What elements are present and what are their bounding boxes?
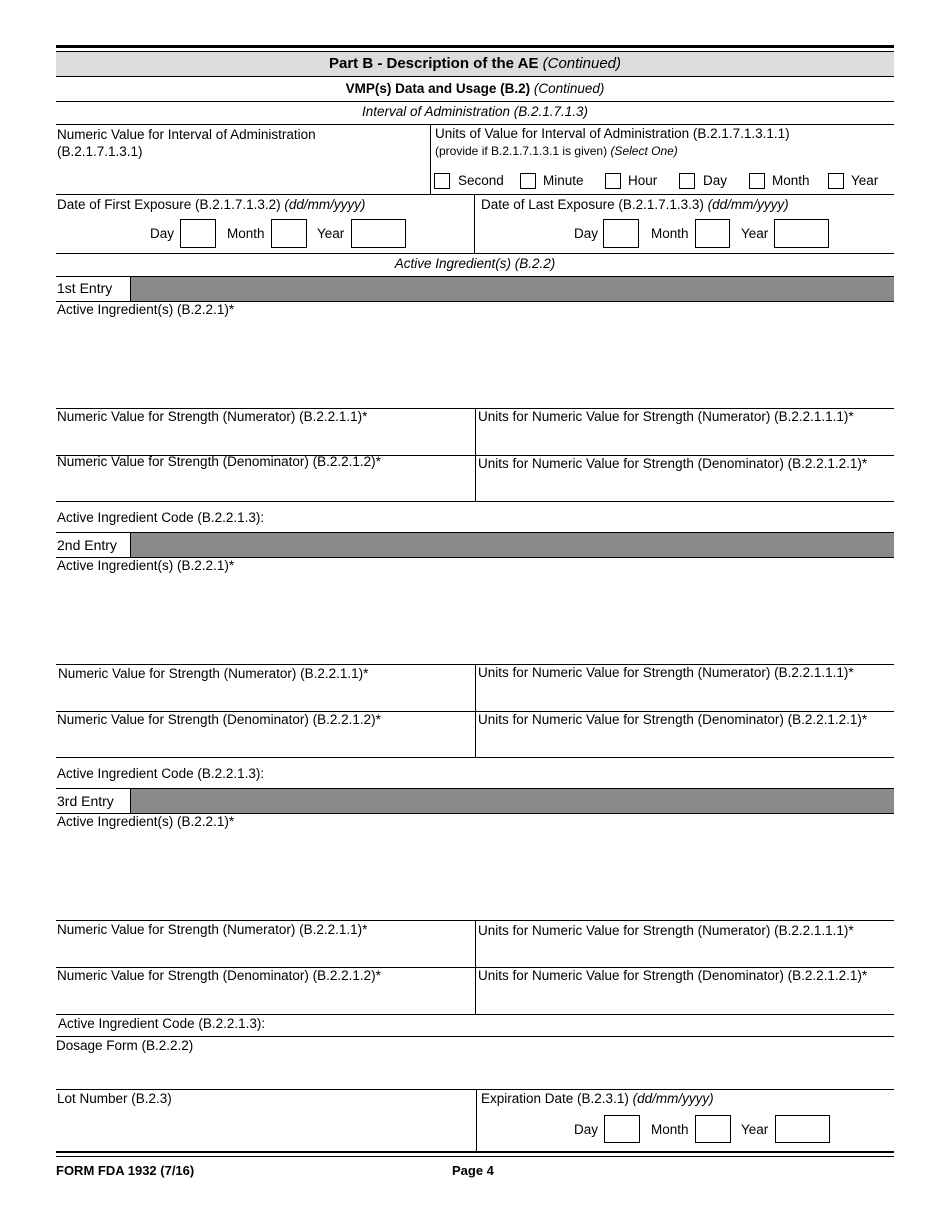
expiration-month-label: Month [651,1122,689,1137]
divider [430,124,431,194]
expiration-day-label: Day [574,1122,599,1137]
entry-label-3: 3rd Entry [57,793,114,809]
bottom-rule [56,1151,894,1153]
strength-denominator-label: Numeric Value for Strength (Denominator) (B.2.2.1.2)* [57,712,381,727]
strength-denominator-field[interactable] [56,473,474,500]
divider [56,1036,894,1037]
year-label: Year [851,173,879,188]
active-ingredient-label: Active Ingredient(s) (B.2.2.1)* [57,558,235,573]
entry-label-1: 1st Entry [57,280,113,296]
strength-numerator-label: Numeric Value for Strength (Numerator) (B.2.2.1.1)* [58,666,369,681]
form-number: FORM FDA 1932 (7/16) [56,1163,195,1178]
ingredient-code-label: Active Ingredient Code (B.2.2.1.3): [57,510,265,525]
hour-checkbox[interactable] [605,173,621,189]
entry-band [130,277,894,301]
units-numerator-field[interactable] [477,941,894,966]
interval-units-label: Units of Value for Interval of Administration (B.2.1.7.1.3.1.1) [435,126,790,141]
minute-checkbox[interactable] [520,173,536,189]
first-year-label: Year [317,226,345,241]
strength-denominator-label: Numeric Value for Strength (Denominator) (B.2.2.1.2)* [57,454,381,469]
strength-numerator-label: Numeric Value for Strength (Numerator) (B.2.2.1.1)* [57,922,368,937]
minute-label: Minute [543,173,584,188]
active-ingredient-field[interactable] [56,832,894,919]
divider [56,757,894,758]
units-numerator-label: Units for Numeric Value for Strength (Numerator) (B.2.2.1.1.1)* [478,923,854,938]
dosage-form-label: Dosage Form (B.2.2.2) [56,1038,194,1053]
second-checkbox[interactable] [434,173,450,189]
interval-heading [56,104,894,120]
first-exposure-label [57,197,365,213]
ingredients-heading [56,256,894,272]
units-denominator-label: Units for Numeric Value for Strength (Denominator) (B.2.2.1.2.1)* [478,456,868,471]
last-exposure-month-input[interactable] [695,219,730,248]
first-exposure-month-input[interactable] [271,219,307,248]
day-label: Day [703,173,728,188]
strength-numerator-field[interactable] [56,427,474,454]
strength-denominator-label: Numeric Value for Strength (Denominator) (B.2.2.1.2)* [57,968,381,983]
section-title-continued: (Continued) [533,81,605,96]
divider [130,788,131,813]
units-numerator-label: Units for Numeric Value for Strength (Numerator) (B.2.2.1.1.1)* [478,665,854,680]
interval-numeric-label-2: (B.2.1.7.1.3.1) [57,144,143,159]
first-day-label: Day [150,226,175,241]
expiration-day-input[interactable] [604,1115,640,1143]
entry-band [130,533,894,557]
active-ingredient-field[interactable] [56,576,894,663]
date-format: (dd/mm/yyyy) [284,197,366,212]
entry-label-2: 2nd Entry [57,537,117,553]
last-exposure-year-input[interactable] [774,219,829,248]
last-exposure-day-input[interactable] [603,219,639,248]
section-title-text: VMP(s) Data and Usage (B.2) [345,81,531,96]
bottom-rule-thin [56,1156,894,1157]
interval-heading-text: Interval of Administration (B.2.1.7.1.3) [361,104,589,119]
units-numerator-label: Units for Numeric Value for Strength (Numerator) (B.2.2.1.1.1)* [478,409,854,424]
units-note-text: (provide if B.2.1.7.1.3.1 is given) [435,144,608,158]
strength-denominator-field[interactable] [56,730,474,756]
hour-label: Hour [628,173,658,188]
units-denominator-field[interactable] [477,730,894,756]
expiration-year-label: Year [741,1122,769,1137]
expiration-format: (dd/mm/yyyy) [632,1091,714,1106]
ingredients-heading-text: Active Ingredient(s) (B.2.2) [394,256,556,271]
expiration-date-label [481,1091,714,1107]
divider [56,124,894,125]
divider [56,253,894,254]
second-label: Second [458,173,504,188]
part-title [56,56,894,72]
month-checkbox[interactable] [749,173,765,189]
interval-units-note [435,143,678,159]
part-title-text: Part B - Description of the AE [328,55,539,72]
page-number: Page 4 [452,1163,494,1178]
lot-number-label: Lot Number (B.2.3) [57,1091,172,1106]
last-exposure-label [481,197,789,213]
divider [56,501,894,502]
divider [56,101,894,102]
first-exposure-day-input[interactable] [180,219,216,248]
expiration-year-input[interactable] [775,1115,830,1143]
dosage-form-field[interactable] [56,1056,894,1087]
top-thick-rule [56,45,894,48]
strength-numerator-label: Numeric Value for Strength (Numerator) (B.2.2.1.1)* [57,409,368,424]
strength-numerator-field[interactable] [56,941,474,966]
lot-number-field[interactable] [56,1110,474,1150]
month-label: Month [772,173,810,188]
units-denominator-field[interactable] [477,986,894,1013]
entry-band [130,789,894,813]
part-title-continued: (Continued) [542,55,622,72]
units-note-select-one: (Select One) [610,144,678,158]
active-ingredient-field[interactable] [56,320,894,407]
last-exposure-text: Date of Last Exposure (B.2.1.7.1.3.3) [481,197,704,212]
last-month-label: Month [651,226,689,241]
units-numerator-field[interactable] [477,684,894,710]
day-checkbox[interactable] [679,173,695,189]
ingredient-code-label: Active Ingredient Code (B.2.2.1.3): [57,766,265,781]
active-ingredient-label: Active Ingredient(s) (B.2.2.1)* [57,302,235,317]
divider [56,194,894,195]
ingredient-code-label: Active Ingredient Code (B.2.2.1.3): [58,1016,266,1031]
first-exposure-year-input[interactable] [351,219,406,248]
units-denominator-label: Units for Numeric Value for Strength (Denominator) (B.2.2.1.2.1)* [478,968,868,983]
divider [130,276,131,301]
divider [130,532,131,557]
units-numerator-field[interactable] [477,427,894,454]
expiration-label-text: Expiration Date (B.2.3.1) [481,1091,629,1106]
first-month-label: Month [227,226,265,241]
divider [56,1089,894,1090]
active-ingredient-label: Active Ingredient(s) (B.2.2.1)* [57,814,235,829]
section-title [56,81,894,97]
divider [56,1014,894,1015]
expiration-month-input[interactable] [695,1115,731,1143]
strength-numerator-field[interactable] [56,684,474,710]
year-checkbox[interactable] [828,173,844,189]
units-denominator-field[interactable] [477,475,894,500]
strength-denominator-field[interactable] [56,986,474,1013]
units-denominator-label: Units for Numeric Value for Strength (Denominator) (B.2.2.1.2.1)* [478,712,868,727]
last-year-label: Year [741,226,769,241]
divider [476,1089,477,1151]
last-day-label: Day [574,226,599,241]
first-exposure-text: Date of First Exposure (B.2.1.7.1.3.2) [57,197,281,212]
divider [474,194,475,253]
date-format: (dd/mm/yyyy) [707,197,789,212]
interval-numeric-label: Numeric Value for Interval of Administration [57,127,316,142]
